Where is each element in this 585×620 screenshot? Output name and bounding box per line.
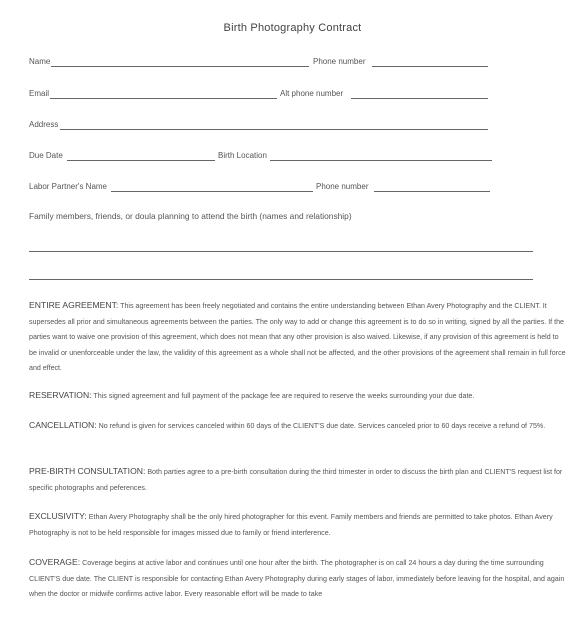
alt-phone-label: Alt phone number <box>280 89 344 98</box>
reservation-section <box>29 388 567 405</box>
phone2-line[interactable] <box>374 191 490 192</box>
entire-agreement-body: This agreement has been freely negotiated and contains the entire understanding between Ethan Avery Photography and the CLIENT. It supersedes all prior and simultaneous agreements between the parties. The only way to add or change this agreement is to do so in writing, signed by all the parties. If the parties want to waive one provision of this agreement, which does not mean that any other provision is also waived. Likewise, if any provision of this agreement is held to be invalid or unenforceable under the law, the validity of this agreement as a whole shall not be affected, and the other provisions of the agreement shall remain in full force and effect. <box>29 302 566 373</box>
exclusivity-section <box>29 509 567 541</box>
pre-birth-consultation-heading: PRE-BIRTH CONSULTATION: <box>29 466 146 476</box>
birth-location-label: Birth Location <box>218 151 267 160</box>
attendees-line-2[interactable] <box>29 279 533 280</box>
exclusivity-body: Ethan Avery Photography shall be the only hired photographer for this event. Family members and friends are permitted to take photos. Ethan Avery Photography is not to be held responsible for images missed due to family or friend interference. <box>29 513 553 537</box>
page-title: Birth Photography Contract <box>223 22 362 34</box>
name-line[interactable] <box>51 66 309 67</box>
labor-partner-label: Labor Partner's Name <box>29 182 108 191</box>
pre-birth-consultation-body: Both parties agree to a pre-birth consultation during the third trimester in order to discuss the birth plan and CLIENT'S request list for specific photographs and peferences. <box>29 468 563 492</box>
attendees-question: Family members, friends, or doula planning to attend the birth (names and relationship) <box>29 211 352 221</box>
cancellation-section <box>29 418 567 435</box>
address-label: Address <box>29 120 59 129</box>
address-line[interactable] <box>60 129 488 130</box>
exclusivity-heading: EXCLUSIVITY: <box>29 511 87 521</box>
entire-agreement-section <box>29 298 567 377</box>
due-date-line[interactable] <box>67 160 215 161</box>
name-label: Name <box>29 57 51 66</box>
phone-line[interactable] <box>372 66 488 67</box>
due-date-label: Due Date <box>29 151 63 160</box>
alt-phone-line[interactable] <box>351 98 488 99</box>
reservation-heading: RESERVATION: <box>29 390 92 400</box>
coverage-section <box>29 555 567 603</box>
email-label: Email <box>29 89 50 98</box>
pre-birth-consultation-section <box>29 464 567 496</box>
attendees-line-1[interactable] <box>29 251 533 252</box>
reservation-body: This signed agreement and full payment of the package fee are required to reserve the weeks surrounding your due date. <box>93 392 475 400</box>
coverage-body: Coverage begins at active labor and continues until one hour after the birth. The photographer is on call 24 hours a day during the time surrounding CLIENT'S due date. The CLIENT is responsible for contacting Ethan Avery Photography during early stages of labor, immediately before leaving for the hospital, and again when the doctor or midwife confirms active labor. Every reasonable effort will be made to take <box>29 559 565 599</box>
email-line[interactable] <box>50 98 277 99</box>
entire-agreement-heading: ENTIRE AGREEMENT: <box>29 300 119 310</box>
phone2-label: Phone number <box>316 182 369 191</box>
coverage-heading: COVERAGE: <box>29 557 81 567</box>
phone-label: Phone number <box>313 57 366 66</box>
cancellation-body: No refund is given for services canceled within 60 days of the CLIENT'S due date. Services canceled prior to 60 days receive a refund of 75%. <box>98 422 546 430</box>
cancellation-heading: CANCELLATION: <box>29 420 97 430</box>
labor-partner-line[interactable] <box>111 191 313 192</box>
birth-location-line[interactable] <box>270 160 492 161</box>
